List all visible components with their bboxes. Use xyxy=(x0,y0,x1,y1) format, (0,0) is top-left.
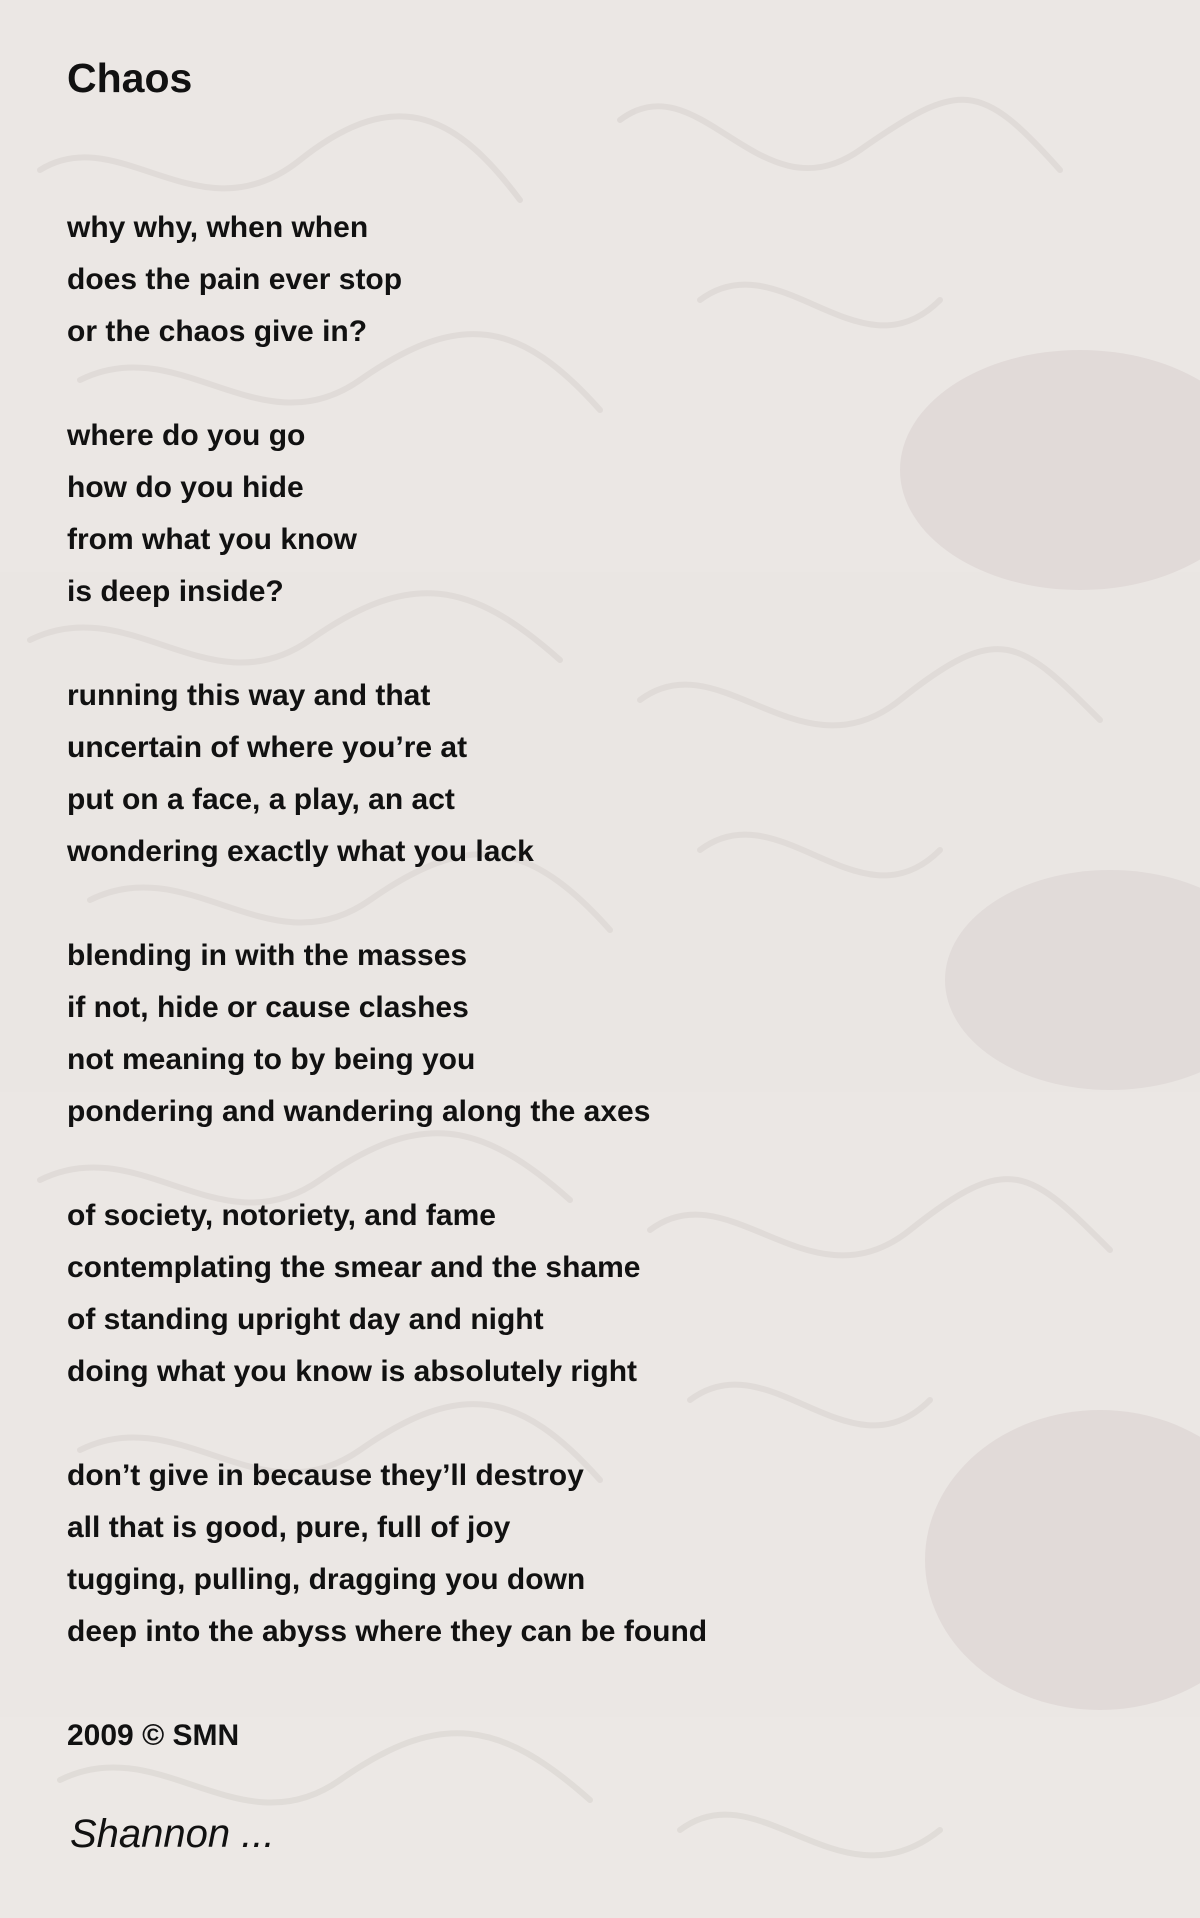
poem-line: all that is good, pure, full of joy xyxy=(67,1511,511,1544)
poem-line: of society, notoriety, and fame xyxy=(67,1199,496,1232)
poem-line: running this way and that xyxy=(67,679,431,712)
copyright-notice: 2009 © SMN xyxy=(67,1719,240,1752)
poem-line: why why, when when xyxy=(67,211,369,244)
stanza-4 xyxy=(67,930,1147,1138)
poem-line: deep into the abyss where they can be found xyxy=(67,1615,708,1648)
poem-line: not meaning to by being you xyxy=(67,1043,476,1076)
stanza-5 xyxy=(67,1190,1147,1398)
poem-line: uncertain of where you’re at xyxy=(67,731,468,764)
author-name: Shannon ... xyxy=(70,1812,275,1856)
poem-line: is deep inside? xyxy=(67,575,284,608)
poem-line: blending in with the masses xyxy=(67,939,468,972)
poem-body xyxy=(67,202,1147,1762)
poem-line: or the chaos give in? xyxy=(67,315,368,348)
poem-line: wondering exactly what you lack xyxy=(67,835,534,868)
poem-line: pondering and wandering along the axes xyxy=(67,1095,651,1128)
stanza-1 xyxy=(67,202,1147,358)
poem-line: don’t give in because they’ll destroy xyxy=(67,1459,584,1492)
poem-line: does the pain ever stop xyxy=(67,263,403,296)
poem-line: where do you go xyxy=(67,419,306,452)
poem-line: from what you know xyxy=(67,523,358,556)
poem-line: put on a face, a play, an act xyxy=(67,783,455,816)
poem-line: if not, hide or cause clashes xyxy=(67,991,469,1024)
poem-container xyxy=(67,50,1147,1762)
poem-line: doing what you know is absolutely right xyxy=(67,1355,638,1388)
poem-line: contemplating the smear and the shame xyxy=(67,1251,641,1284)
stanza-3 xyxy=(67,670,1147,878)
poem-line: of standing upright day and night xyxy=(67,1303,544,1336)
poem-line: how do you hide xyxy=(67,471,304,504)
poem-line: tugging, pulling, dragging you down xyxy=(67,1563,586,1596)
stanza-2 xyxy=(67,410,1147,618)
stanza-6 xyxy=(67,1450,1147,1658)
poem-title: Chaos xyxy=(67,55,193,101)
